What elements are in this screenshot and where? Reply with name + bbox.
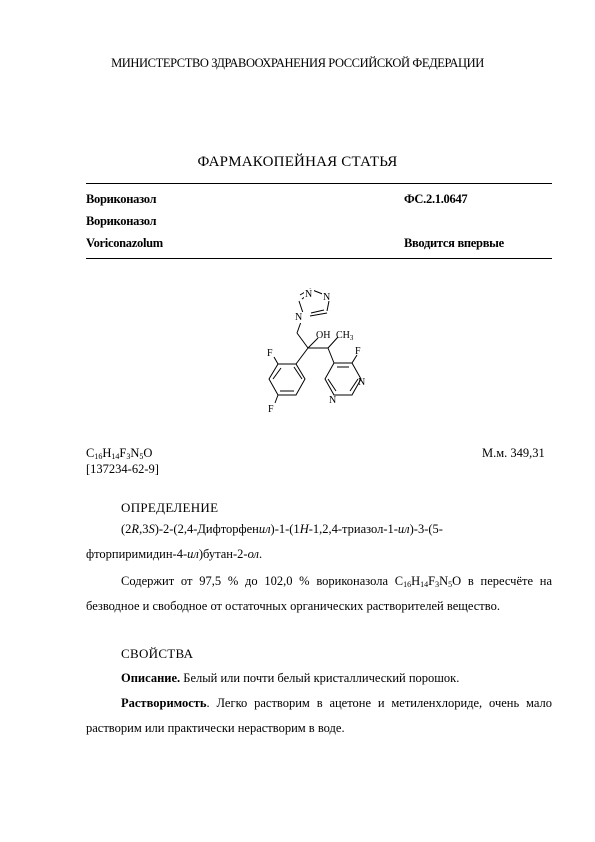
name-ru-2: Вориконазол <box>86 214 157 228</box>
name-ru-1: Вориконазол <box>86 192 157 206</box>
fluoro-label-3: F <box>355 346 361 357</box>
chemical-name-paragraph: (2R,3S)-2-(2,4-Дифторфенил)-1-(1H-1,2,4-триазол-1-ил)-3-(5- фторпиримидин-4-ил)бутан-2-ол. <box>86 522 443 561</box>
fluoro-label-1: F <box>267 348 273 359</box>
molecular-formula: $C_{16}H_{14}F_3N_5O$ <box>86 446 153 461</box>
definition-heading: ОПРЕДЕЛЕНИЕ <box>121 500 219 515</box>
methyl-label: $CH_3$ <box>336 330 354 342</box>
description-paragraph: Описание. Белый или почти белый кристаллический порошок. <box>121 671 460 685</box>
article-type-title: ФАРМАКОПЕЙНАЯ СТАТЬЯ <box>197 154 398 170</box>
cas-number: [137234-62-9] <box>86 462 159 476</box>
solubility-paragraph: Растворимость. Легко растворим в ацетоне и метиленхлориде, очень мало растворим или практически нерастворим в воде. <box>86 696 552 735</box>
triazole-n2: N <box>323 292 331 303</box>
pyrimidine-n2: N <box>329 395 337 406</box>
article-code: ФС.2.1.0647 <box>404 192 468 206</box>
triazole-n1: N <box>305 289 313 300</box>
structural-formula <box>230 278 390 433</box>
content-paragraph: Содержит от 97,5 % до 102,0 % вориконазола $C_{16}H_{14}F_3N_5O$ в пересчёте на безводное и свободное от остаточных органических растворителей вещество. <box>86 574 552 613</box>
name-latin: Voriconazolum <box>86 236 163 250</box>
properties-heading: СВОЙСТВА <box>121 646 194 661</box>
molecular-mass: М.м. 349,31 <box>482 446 545 460</box>
fluoro-label-2: F <box>268 404 274 415</box>
article-status: Вводится впервые <box>404 236 504 250</box>
bottom-rule <box>86 258 552 259</box>
triazole-n3: N <box>295 312 303 323</box>
hydroxyl-label: OH <box>316 330 331 341</box>
pyrimidine-n1: N <box>358 377 366 388</box>
top-rule <box>86 183 552 184</box>
ministry-header: МИНИСТЕРСТВО ЗДРАВООХРАНЕНИЯ РОССИЙСКОЙ ФЕДЕРАЦИИ <box>111 56 484 70</box>
